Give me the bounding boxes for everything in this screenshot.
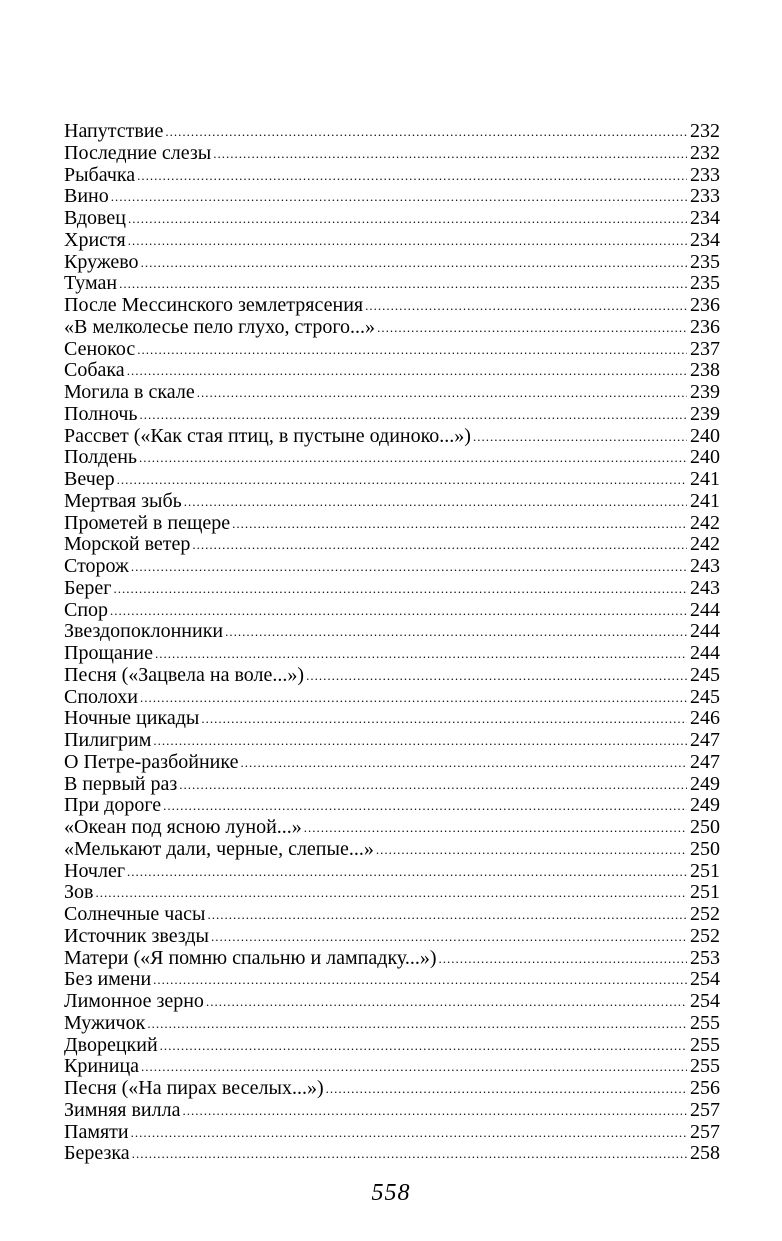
toc-entry-title: Матери («Я помню спальню и лампадку...») (64, 946, 437, 969)
toc-entry (64, 1056, 720, 1078)
toc-entry-title: Криница (64, 1055, 140, 1078)
toc-entry-title: Мертвая зыбь (64, 489, 182, 512)
toc-entry-title: Сенокос (64, 337, 136, 360)
toc-entry (64, 121, 720, 143)
toc-dot-leader (225, 621, 687, 643)
toc-entry-page: 243 (690, 576, 720, 599)
toc-entry-title: Дворецкий (64, 1033, 158, 1056)
toc-entry-title: Христя (64, 228, 126, 251)
toc-entry-title: Напутствие (64, 120, 164, 142)
toc-entry (64, 991, 720, 1013)
toc-entry-page: 246 (690, 707, 720, 730)
toc-entry (64, 948, 720, 970)
table-of-contents (64, 121, 720, 1165)
toc-entry-title: Прощание (64, 642, 154, 664)
toc-entry-title: Кружево (64, 250, 139, 273)
toc-dot-leader (304, 817, 687, 839)
toc-entry-page: 241 (690, 489, 720, 512)
toc-entry-title: Ночные цикады (64, 707, 200, 730)
toc-entry-page: 253 (690, 946, 720, 969)
toc-entry-title: Зимняя вилла (64, 1098, 181, 1121)
toc-entry-page: 252 (690, 924, 720, 947)
toc-entry-title: Солнечные часы (64, 903, 206, 925)
toc-entry (64, 882, 720, 904)
toc-dot-leader (147, 1013, 687, 1035)
toc-entry-title: «Мелькают дали, черные, слепые...» (64, 837, 374, 860)
toc-entry-title: «Океан под ясною луной...» (64, 816, 302, 838)
toc-entry-page: 241 (690, 468, 720, 490)
toc-entry (64, 208, 720, 230)
toc-entry-title: Мужичок (64, 1011, 146, 1034)
toc-entry-page: 251 (690, 881, 720, 904)
toc-entry-title: Могила в скале (64, 381, 195, 403)
toc-entry-title: Ночлег (64, 859, 126, 882)
toc-entry-page: 247 (690, 729, 720, 751)
toc-entry (64, 687, 720, 709)
toc-dot-leader (153, 730, 687, 752)
toc-entry (64, 578, 720, 600)
toc-entry-page: 245 (690, 685, 720, 708)
toc-entry-page: 240 (690, 446, 720, 469)
toc-dot-leader (119, 273, 687, 295)
toc-entry-page: 254 (690, 968, 720, 991)
toc-dot-leader (128, 230, 687, 252)
toc-entry-title: Последние слезы (64, 141, 212, 164)
toc-dot-leader (131, 556, 687, 578)
toc-dot-leader (160, 1035, 687, 1057)
toc-entry-page: 244 (690, 598, 720, 621)
toc-entry-page: 240 (690, 424, 720, 447)
toc-entry-page: 234 (690, 207, 720, 229)
toc-entry-title: Сторож (64, 555, 129, 577)
toc-entry-title: Полдень (64, 446, 138, 469)
toc-entry-page: 257 (690, 1120, 720, 1143)
toc-dot-leader (439, 948, 687, 970)
toc-entry (64, 708, 720, 730)
toc-entry-title: Сполохи (64, 685, 138, 708)
toc-entry (64, 795, 720, 817)
toc-entry-page: 254 (690, 990, 720, 1012)
toc-entry (64, 1143, 720, 1165)
toc-entry-title: Вечер (64, 468, 115, 490)
toc-entry (64, 665, 720, 687)
toc-entry-title: Спор (64, 598, 109, 621)
toc-dot-leader (326, 1078, 687, 1100)
toc-dot-leader (111, 186, 687, 208)
toc-entry-page: 258 (690, 1142, 720, 1165)
toc-entry (64, 774, 720, 796)
toc-dot-leader (132, 1143, 687, 1165)
toc-entry (64, 1100, 720, 1122)
toc-entry-title: «В мелколесье пело глухо, строго...» (64, 315, 376, 338)
toc-entry (64, 643, 720, 665)
toc-entry-page: 250 (690, 816, 720, 838)
toc-entry-title: Берег (64, 576, 112, 599)
toc-dot-leader (240, 752, 687, 774)
toc-entry-title: Пилигрим (64, 729, 152, 751)
toc-dot-leader (131, 1122, 687, 1144)
toc-entry-title: При дороге (64, 794, 162, 817)
toc-entry-page: 237 (690, 337, 720, 360)
toc-dot-leader (137, 339, 687, 361)
toc-dot-leader (232, 513, 687, 535)
toc-entry (64, 469, 720, 491)
toc-entry (64, 165, 720, 187)
toc-dot-leader (137, 165, 687, 187)
toc-entry-page: 238 (690, 359, 720, 382)
toc-entry-page: 245 (690, 663, 720, 686)
toc-dot-leader (306, 665, 687, 687)
toc-entry-title: Собака (64, 359, 125, 382)
toc-entry (64, 230, 720, 252)
toc-entry (64, 339, 720, 361)
toc-entry (64, 534, 720, 556)
page-number: 558 (371, 1180, 411, 1206)
toc-entry-page: 234 (690, 228, 720, 251)
toc-entry (64, 404, 720, 426)
toc-entry-title: Березка (64, 1142, 130, 1165)
toc-entry-page: 256 (690, 1077, 720, 1099)
toc-dot-leader (192, 534, 687, 556)
toc-entry-page: 255 (690, 1033, 720, 1056)
toc-dot-leader (197, 382, 687, 404)
toc-entry-title: Звездопоклонники (64, 620, 224, 643)
toc-entry (64, 317, 720, 339)
toc-entry-page: 242 (690, 511, 720, 534)
toc-dot-leader (184, 491, 687, 513)
toc-entry-page: 239 (690, 381, 720, 403)
toc-entry (64, 273, 720, 295)
toc-dot-leader (141, 252, 687, 274)
toc-dot-leader (128, 208, 687, 230)
toc-dot-leader (376, 839, 687, 861)
toc-entry (64, 426, 720, 448)
toc-entry-title: Вдовец (64, 207, 126, 229)
toc-entry (64, 926, 720, 948)
toc-entry (64, 861, 720, 883)
toc-entry-title: Прометей в пещере (64, 511, 231, 534)
toc-dot-leader (140, 404, 687, 426)
toc-entry-title: Полночь (64, 402, 138, 425)
toc-entry-title: После Мессинского землетрясения (64, 294, 364, 316)
toc-entry-page: 233 (690, 185, 720, 208)
toc-entry-title: Лимонное зерно (64, 990, 204, 1012)
toc-entry (64, 621, 720, 643)
toc-entry-page: 233 (690, 163, 720, 186)
toc-dot-leader (153, 969, 687, 991)
toc-entry-page: 250 (690, 837, 720, 860)
toc-dot-leader (365, 295, 687, 317)
toc-dot-leader (139, 447, 687, 469)
toc-entry-page: 255 (690, 1011, 720, 1034)
toc-entry-page: 242 (690, 533, 720, 556)
toc-entry-title: Морской ветер (64, 533, 191, 556)
toc-entry-page: 243 (690, 555, 720, 577)
toc-entry-page: 235 (690, 250, 720, 273)
toc-dot-leader (473, 426, 687, 448)
toc-entry-page: 236 (690, 315, 720, 338)
toc-entry-title: Без имени (64, 968, 152, 991)
toc-dot-leader (201, 708, 687, 730)
toc-dot-leader (127, 360, 687, 382)
toc-entry (64, 839, 720, 861)
toc-entry-title: Туман (64, 272, 118, 295)
toc-dot-leader (163, 795, 687, 817)
toc-dot-leader (155, 643, 687, 665)
toc-entry-page: 232 (690, 141, 720, 164)
toc-entry (64, 904, 720, 926)
toc-dot-leader (140, 687, 687, 709)
toc-entry-page: 252 (690, 903, 720, 925)
toc-entry (64, 513, 720, 535)
toc-dot-leader (179, 774, 687, 796)
toc-dot-leader (207, 904, 687, 926)
toc-entry-page: 247 (690, 750, 720, 773)
toc-dot-leader (141, 1056, 687, 1078)
toc-entry-page: 257 (690, 1098, 720, 1121)
toc-entry-page: 235 (690, 272, 720, 295)
toc-entry (64, 186, 720, 208)
toc-entry (64, 360, 720, 382)
toc-entry-page: 239 (690, 402, 720, 425)
toc-entry-title: В первый раз (64, 772, 178, 795)
toc-entry (64, 817, 720, 839)
toc-entry-title: Песня («На пирах веселых...») (64, 1077, 324, 1099)
toc-entry-title: Памяти (64, 1120, 129, 1143)
toc-dot-leader (182, 1100, 687, 1122)
toc-entry-title: Песня («Зацвела на воле...») (64, 663, 305, 686)
toc-dot-leader (95, 882, 687, 904)
toc-dot-leader (377, 317, 687, 339)
toc-dot-leader (113, 578, 687, 600)
toc-dot-leader (127, 861, 687, 883)
toc-dot-leader (211, 926, 687, 948)
toc-entry-page: 244 (690, 620, 720, 643)
toc-entry (64, 447, 720, 469)
toc-entry-title: О Петре-разбойнике (64, 750, 239, 773)
toc-entry (64, 600, 720, 622)
toc-entry-page: 236 (690, 294, 720, 316)
toc-entry (64, 491, 720, 513)
toc-entry (64, 252, 720, 274)
toc-entry-page: 249 (690, 794, 720, 817)
toc-entry-title: Источник звезды (64, 924, 209, 947)
toc-entry-title: Рассвет («Как стая птиц, в пустыне одиноко...») (64, 424, 471, 447)
toc-dot-leader (110, 600, 687, 622)
toc-entry-page: 251 (690, 859, 720, 882)
toc-dot-leader (165, 121, 687, 143)
toc-entry-title: Зов (64, 881, 94, 904)
toc-entry-page: 244 (690, 642, 720, 664)
toc-entry (64, 382, 720, 404)
toc-entry (64, 969, 720, 991)
toc-entry (64, 1035, 720, 1057)
toc-entry (64, 1013, 720, 1035)
toc-dot-leader (117, 469, 687, 491)
toc-entry-page: 255 (690, 1055, 720, 1078)
toc-entry-page: 232 (690, 120, 720, 142)
toc-entry-page: 249 (690, 772, 720, 795)
toc-entry (64, 730, 720, 752)
toc-entry (64, 752, 720, 774)
toc-entry-title: Вино (64, 185, 109, 208)
toc-dot-leader (213, 143, 687, 165)
toc-entry-title: Рыбачка (64, 163, 136, 186)
toc-dot-leader (206, 991, 687, 1013)
toc-entry (64, 1122, 720, 1144)
toc-entry (64, 1078, 720, 1100)
toc-entry (64, 143, 720, 165)
toc-entry (64, 556, 720, 578)
toc-entry (64, 295, 720, 317)
